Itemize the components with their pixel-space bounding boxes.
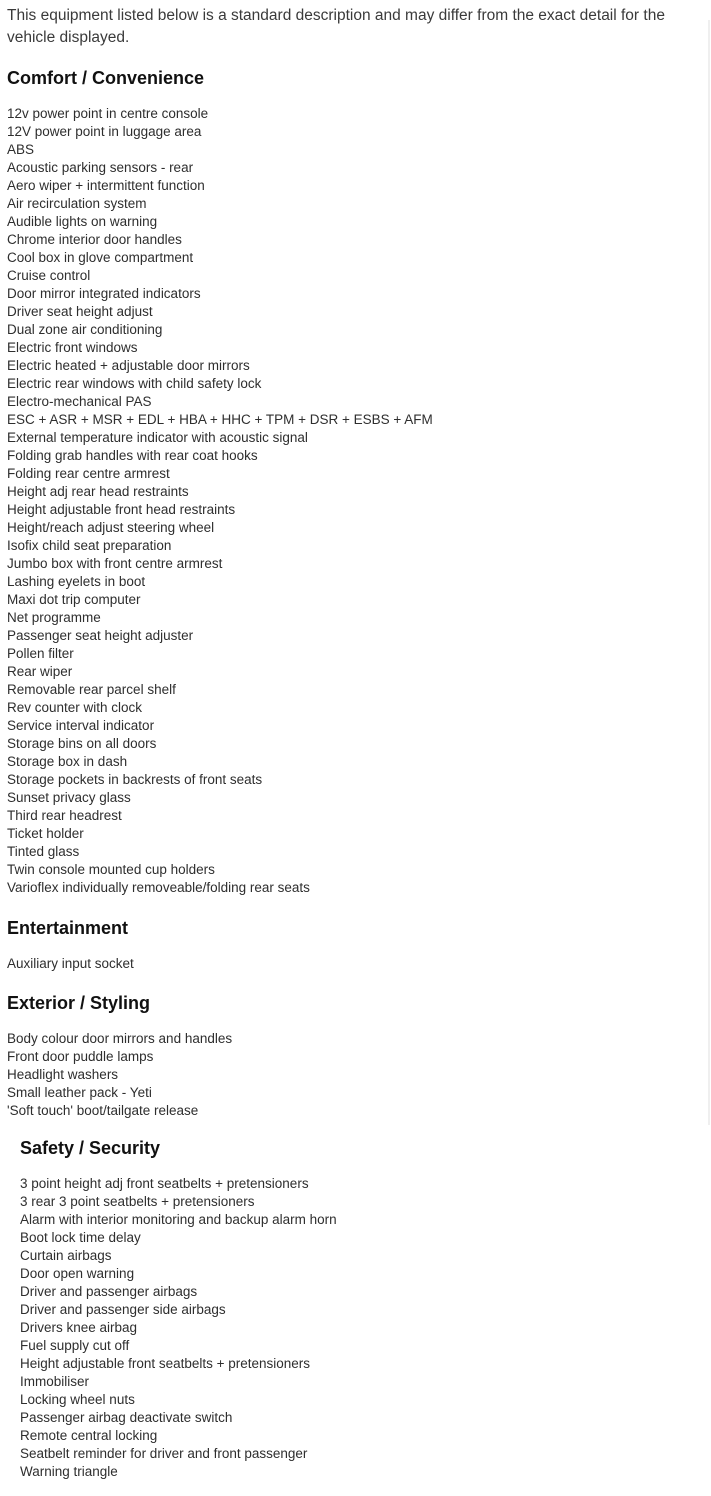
feature-item: 'Soft touch' boot/tailgate release [7,1103,199,1118]
feature-item: Seatbelt reminder for driver and front passenger [20,1446,308,1461]
feature-item: Rear wiper [7,664,73,679]
feature-item: Dual zone air conditioning [7,322,163,337]
equipment-disclaimer: This equipment listed below is a standard description and may differ from the exact detail for the vehicle displayed. [7,7,665,46]
feature-item: Small leather pack - Yeti [7,1085,152,1100]
feature-item: Electro-mechanical PAS [7,394,152,409]
feature-item: Height adjustable front seatbelts + pretensioners [20,1356,311,1371]
feature-item: Driver and passenger airbags [20,1284,198,1299]
feature-item: Pollen filter [7,646,74,661]
feature-item: Storage bins on all doors [7,736,157,751]
feature-item: Chrome interior door handles [7,232,182,247]
feature-item: Electric heated + adjustable door mirrors [7,358,250,373]
feature-item: Warning triangle [20,1464,118,1479]
section-heading: Comfort / Convenience [7,68,205,88]
feature-item: Third rear headrest [7,808,122,823]
feature-item: Immobiliser [20,1374,90,1389]
feature-item: Varioflex individually removeable/folding rear seats [7,880,310,895]
feature-item: ESC + ASR + MSR + EDL + HBA + HHC + TPM + DSR + ESBS + AFM [7,412,433,427]
feature-item: Fuel supply cut off [20,1338,130,1353]
feature-item: Alarm with interior monitoring and backup alarm horn [20,1212,337,1227]
feature-item: Height adj rear head restraints [7,484,189,499]
feature-item: Removable rear parcel shelf [7,682,176,697]
feature-item: Cool box in glove compartment [7,250,194,265]
feature-item: Electric front windows [7,340,138,355]
feature-item: Air recirculation system [7,196,147,211]
feature-item: Door open warning [20,1266,135,1281]
section-heading: Safety / Security [20,1138,161,1158]
feature-item: 3 rear 3 point seatbelts + pretensioners [20,1194,255,1209]
section-entertainment [7,917,134,973]
feature-item: Lashing eyelets in boot [7,574,146,589]
section-exterior-styling [7,992,232,1120]
feature-item: Auxiliary input socket [7,956,134,971]
feature-list [7,1030,232,1120]
section-comfort-convenience [7,67,433,897]
feature-list [20,1175,337,1481]
section-heading: Entertainment [7,918,129,938]
feature-item: Headlight washers [7,1067,119,1082]
feature-item: Net programme [7,610,101,625]
feature-list [7,105,433,897]
feature-item: Driver seat height adjust [7,304,153,319]
feature-item: Height/reach adjust steering wheel [7,520,215,535]
feature-item: Aero wiper + intermittent function [7,178,205,193]
feature-item: Isofix child seat preparation [7,538,172,553]
feature-item: Tinted glass [7,844,80,859]
feature-item: Passenger seat height adjuster [7,628,194,643]
section-safety-security [20,1137,337,1481]
feature-item: Door mirror integrated indicators [7,286,201,301]
feature-item: Cruise control [7,268,91,283]
feature-item: ABS [7,142,35,157]
feature-item: Service interval indicator [7,718,155,733]
feature-item: Height adjustable front head restraints [7,502,236,517]
page-edge-divider [708,20,710,1125]
feature-item: Folding rear centre armrest [7,466,170,481]
section-heading: Exterior / Styling [7,993,151,1013]
feature-item: Rev counter with clock [7,700,143,715]
feature-item: Acoustic parking sensors - rear [7,160,194,175]
feature-item: Front door puddle lamps [7,1049,154,1064]
feature-item: 3 point height adj front seatbelts + pretensioners [20,1176,309,1191]
feature-item: Drivers knee airbag [20,1320,138,1335]
feature-item: Folding grab handles with rear coat hooks [7,448,258,463]
feature-item: Ticket holder [7,826,84,841]
feature-item: 12v power point in centre console [7,106,209,121]
feature-item: Twin console mounted cup holders [7,862,215,877]
feature-item: Passenger airbag deactivate switch [20,1410,233,1425]
feature-item: Locking wheel nuts [20,1392,135,1407]
feature-item: 12V power point in luggage area [7,124,202,139]
feature-item: Boot lock time delay [20,1230,141,1245]
feature-item: Sunset privacy glass [7,790,131,805]
feature-item: Storage pockets in backrests of front seats [7,772,263,787]
feature-item: Curtain airbags [20,1248,112,1263]
feature-item: Storage box in dash [7,754,128,769]
feature-item: Maxi dot trip computer [7,592,141,607]
feature-list [7,955,134,973]
feature-item: Body colour door mirrors and handles [7,1031,233,1046]
feature-item: External temperature indicator with acoustic signal [7,430,308,445]
feature-item: Remote central locking [20,1428,158,1443]
feature-item: Jumbo box with front centre armrest [7,556,223,571]
feature-item: Audible lights on warning [7,214,158,229]
feature-item: Driver and passenger side airbags [20,1302,226,1317]
feature-item: Electric rear windows with child safety lock [7,376,262,391]
